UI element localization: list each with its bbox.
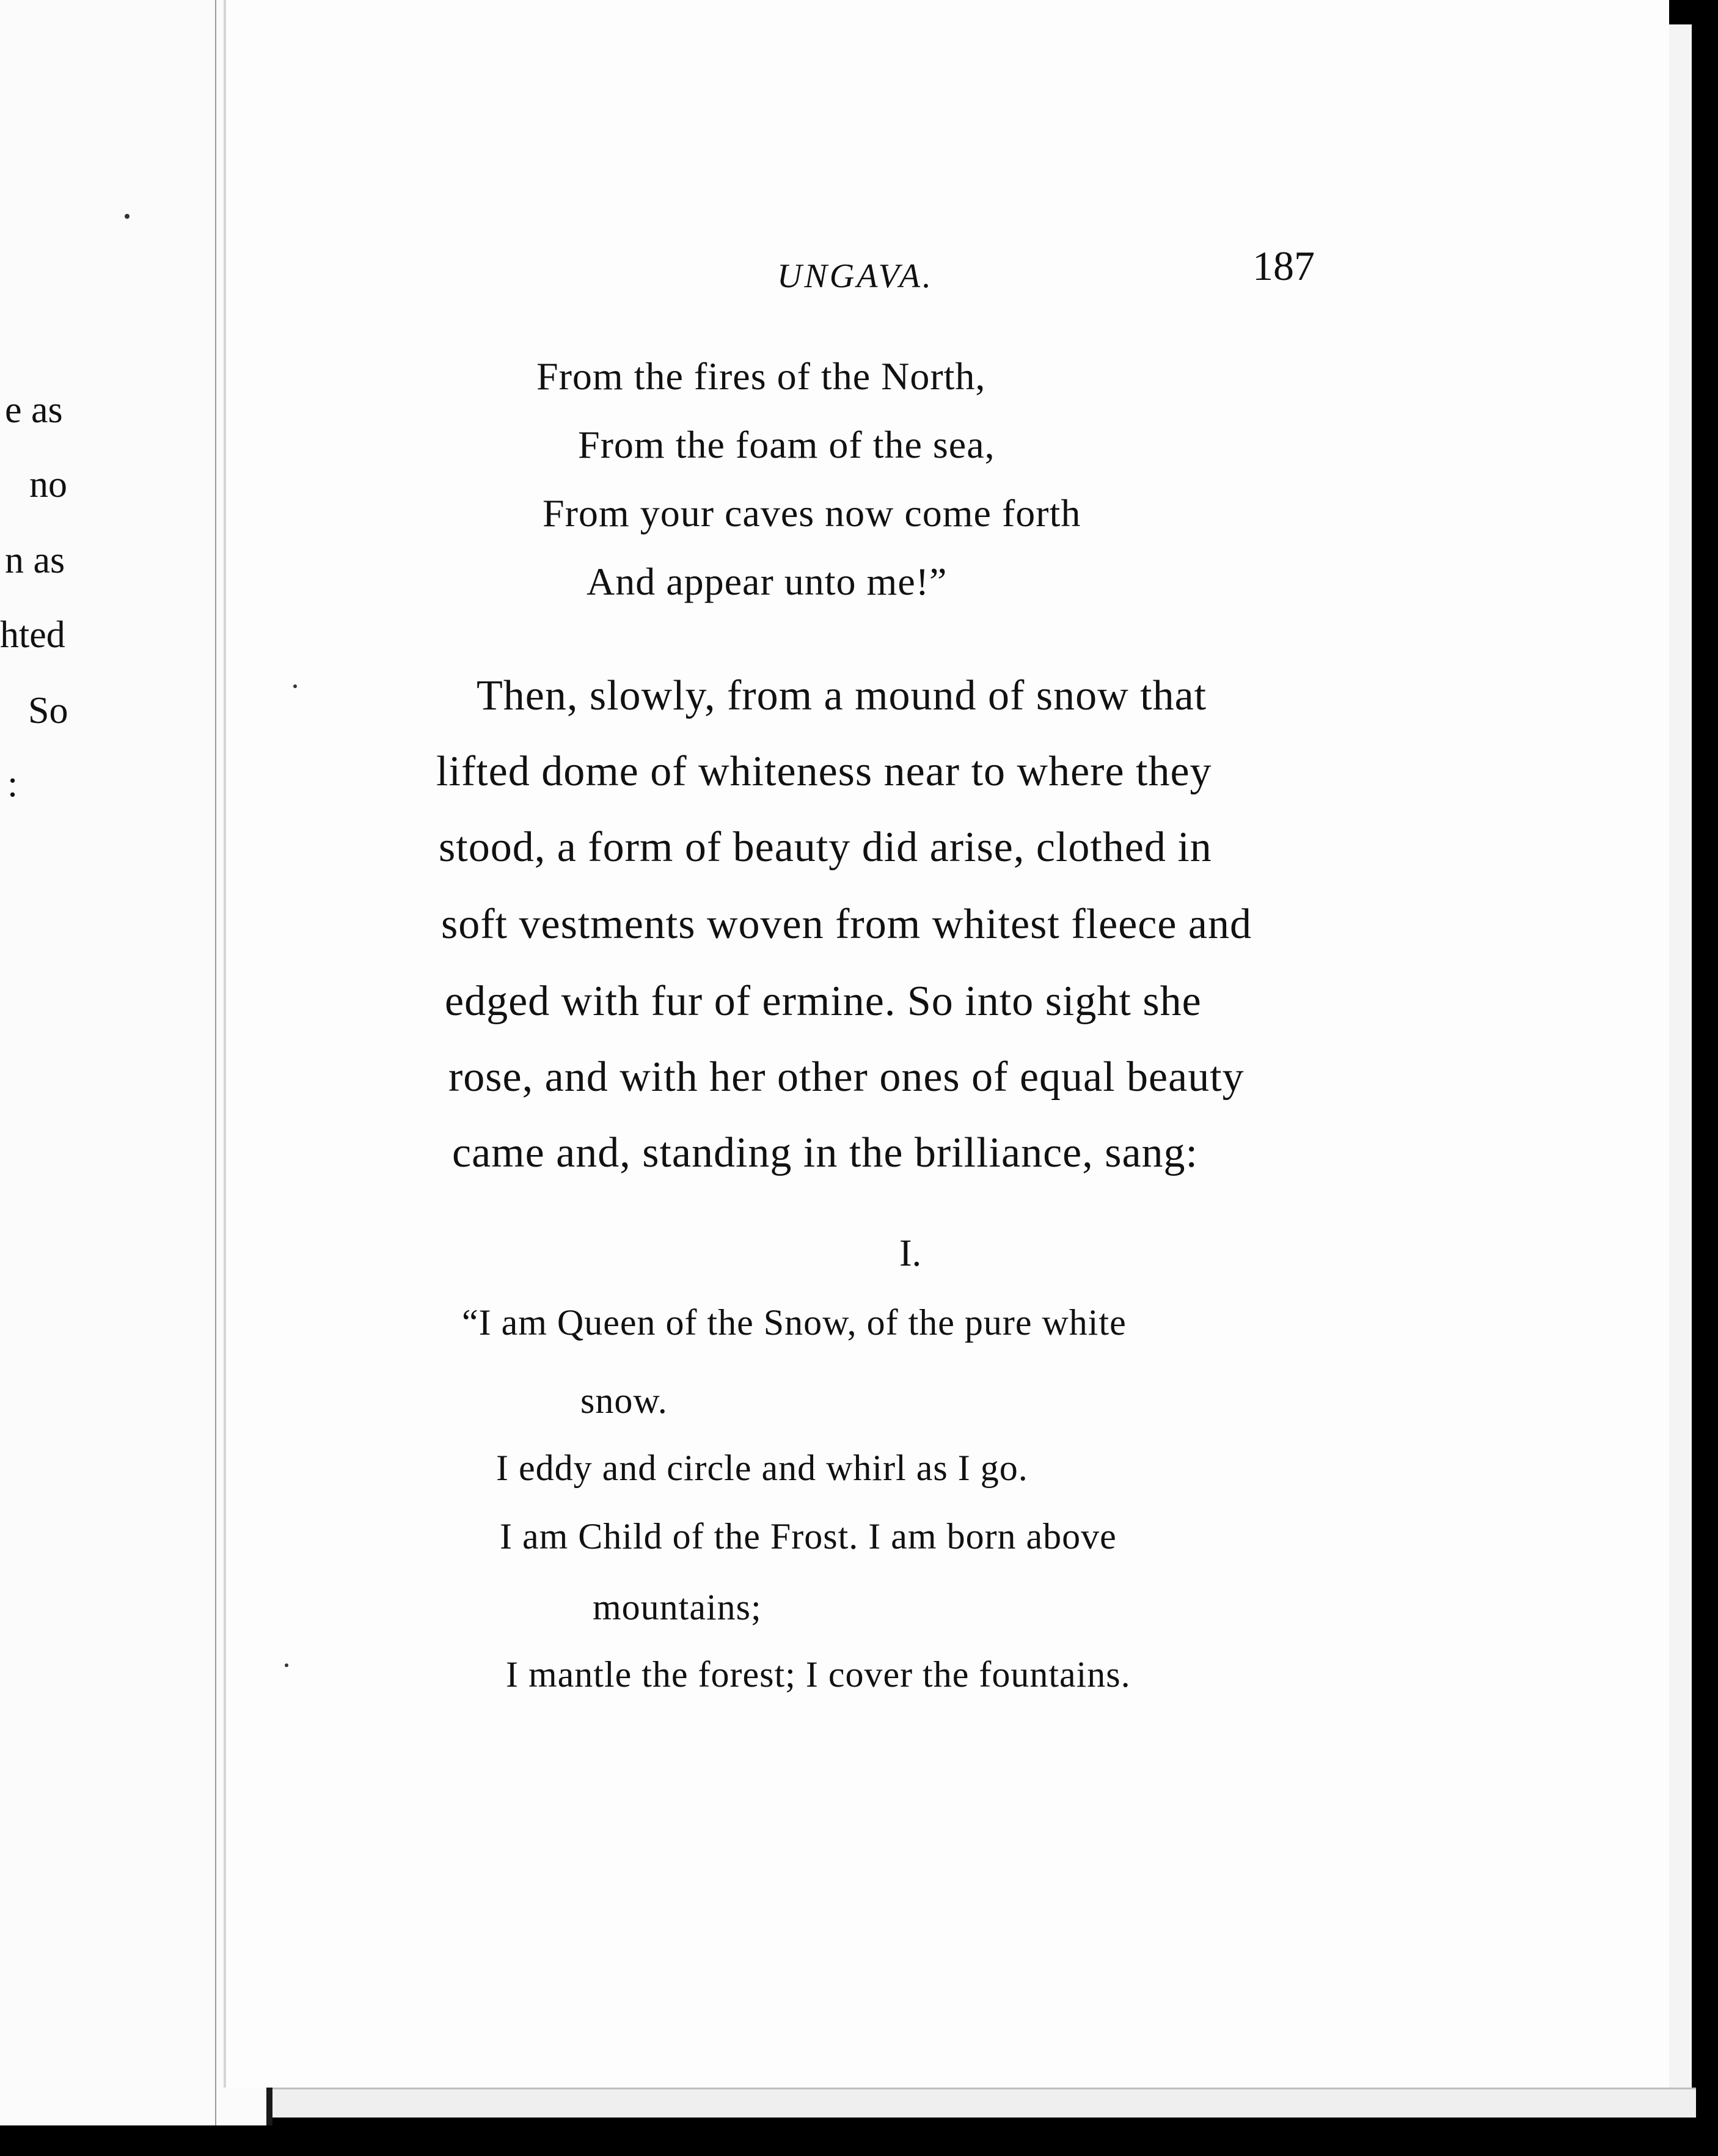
verse-line: From your caves now come forth <box>543 491 1081 535</box>
paragraph-line: Then, slowly, from a mound of snow that <box>477 672 1207 719</box>
left-fragment: e as <box>5 389 63 431</box>
left-fragment: So <box>28 690 68 732</box>
song-line: mountains; <box>593 1587 762 1627</box>
verse-line: From the fires of the North, <box>536 354 986 398</box>
verse-line: From the foam of the sea, <box>578 423 995 466</box>
page-number: 187 <box>1252 243 1315 289</box>
song-line: “I am Queen of the Snow, of the pure white <box>462 1302 1127 1343</box>
paragraph-line: lifted dome of whiteness near to where they <box>436 748 1212 795</box>
paragraph-line: edged with fur of ermine. So into sight she <box>445 978 1202 1025</box>
paragraph-line: came and, standing in the brilliance, sang: <box>452 1129 1198 1176</box>
song-line: I am Child of the Frost. I am born above <box>500 1516 1117 1557</box>
paper-speck <box>285 1663 288 1667</box>
song-line: I mantle the forest; I cover the fountains. <box>506 1654 1131 1695</box>
left-fragment: n as <box>5 540 65 581</box>
song-line: I eddy and circle and whirl as I go. <box>496 1448 1028 1488</box>
paragraph-line: stood, a form of beauty did arise, clothed in <box>439 824 1212 871</box>
song-line: snow. <box>580 1380 668 1421</box>
verse-line: And appear unto me!” <box>587 560 948 603</box>
paper-speck <box>125 214 130 219</box>
running-head: UNGAVA. <box>777 257 934 295</box>
gutter-line <box>215 0 216 2125</box>
right-page <box>224 0 1669 2088</box>
left-fragment: no <box>29 464 67 505</box>
page-bottom-edge <box>272 2088 1696 2118</box>
left-fragment: hted <box>0 614 65 656</box>
section-number: I. <box>899 1233 922 1274</box>
paragraph-line: rose, and with her other ones of equal beauty <box>448 1054 1245 1101</box>
left-fragment: : <box>7 763 18 805</box>
paper-speck <box>293 684 297 688</box>
paragraph-line: soft vestments woven from whitest fleece and <box>441 901 1252 948</box>
